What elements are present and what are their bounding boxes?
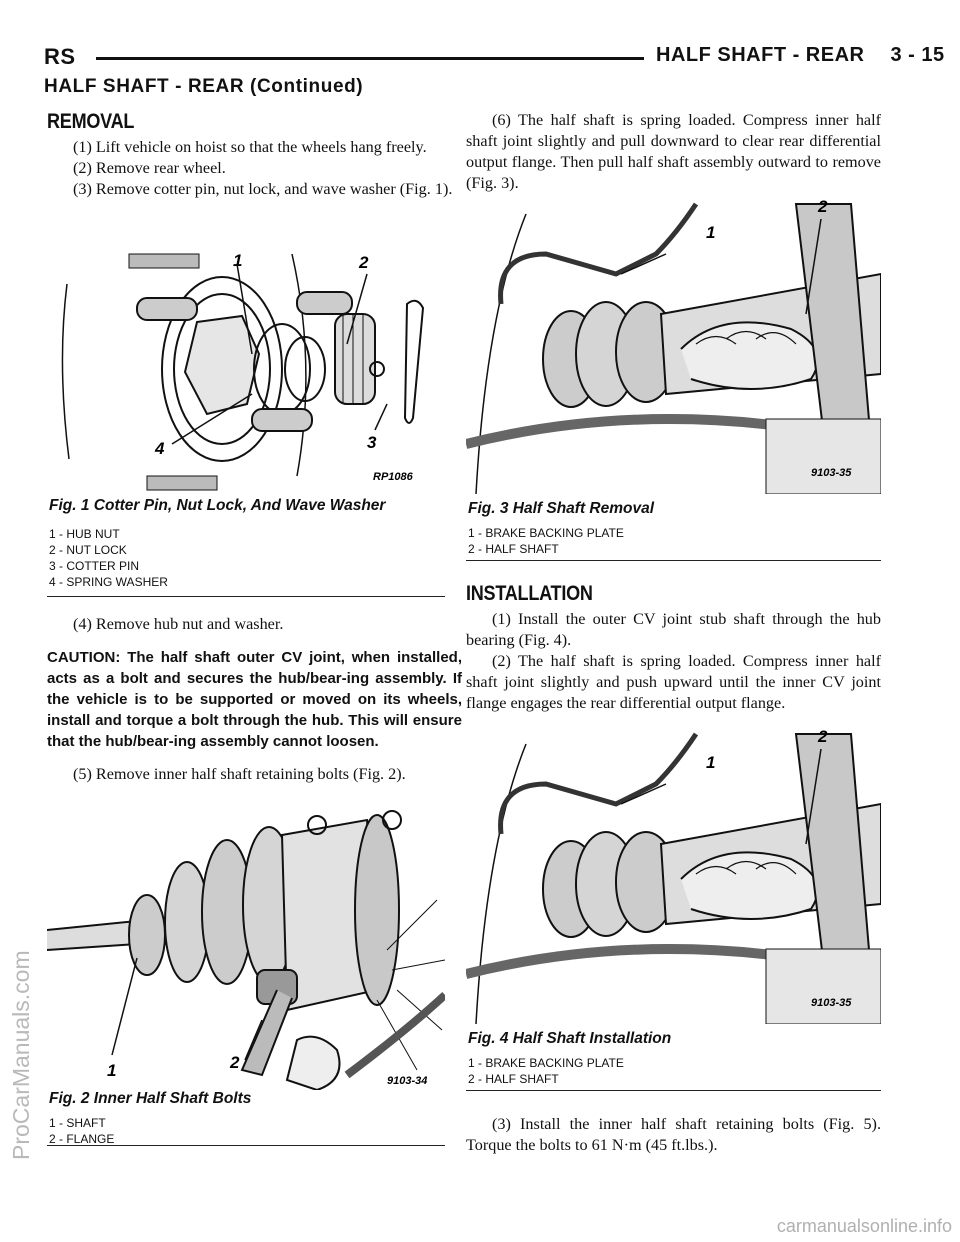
fig2-legend-item: 2 - FLANGE (49, 1132, 115, 1146)
fig1-callout-2: 2 (359, 253, 369, 272)
fig4-title: Fig. 4 Half Shaft Installation (468, 1030, 672, 1047)
removal-step-6: (6) The half shaft is spring loaded. Compress inner half shaft joint slightly and pull downward to clear rear differential output flange. Then pull half shaft assembly outward to remove (Fig. 3). (466, 111, 881, 192)
removal-continued (47, 614, 462, 785)
removal-section (47, 110, 462, 200)
section-title: HALF SHAFT - REAR (656, 44, 865, 66)
removal-step-2: (2) Remove rear wheel. (73, 159, 226, 177)
fig3-callout-2: 2 (818, 197, 828, 216)
fig3-callout-1: 1 (706, 223, 716, 242)
fig3-legend (468, 525, 624, 557)
fig1-title: Fig. 1 Cotter Pin, Nut Lock, And Wave Washer (49, 497, 386, 514)
installation-step-2: (2) The half shaft is spring loaded. Compress inner half shaft joint slightly and push upward until the inner CV joint flange engages the rear differential output flange. (466, 652, 881, 712)
removal-step-6-block (466, 110, 881, 194)
installation-continued (466, 1114, 881, 1156)
header-rule (96, 57, 644, 60)
figure-2 (47, 800, 445, 1146)
installation-section (466, 582, 881, 714)
fig3-code: 9103-35 (811, 467, 852, 479)
caution-note: CAUTION: The half shaft outer CV joint, when installed, acts as a bolt and secures the hub/bear-ing assembly. If the vehicle is to be supported or moved on its wheels, install and torque a bolt through the hub. This will ensure that the hub/bear-ing assembly cannot loosen. (47, 649, 462, 750)
installation-step-1: (1) Install the outer CV joint stub shaft through the hub bearing (Fig. 4). (466, 610, 881, 649)
fig2-callout-1: 1 (107, 1061, 117, 1080)
page-number: 3 - 15 (890, 44, 945, 66)
figure-1 (47, 244, 445, 597)
fig4-legend-item: 2 - HALF SHAFT (468, 1072, 559, 1086)
fig2-title: Fig. 2 Inner Half Shaft Bolts (49, 1090, 252, 1107)
fig4-illustration (466, 724, 881, 1024)
fig4-code: 9103-35 (811, 997, 852, 1009)
fig1-callout-3: 3 (367, 433, 377, 452)
fig1-legend-item: 1 - HUB NUT (49, 527, 120, 541)
fig1-callout-1: 1 (233, 251, 243, 270)
figure-3 (466, 194, 881, 561)
side-watermark: ProCarManuals.com (8, 950, 34, 1160)
installation-step-3: (3) Install the inner half shaft retaining bolts (Fig. 5). Torque the bolts to 61 N·m (45 ft.lbs.). (466, 1115, 881, 1154)
fig4-callout-2: 2 (818, 727, 828, 746)
fig3-illustration (466, 194, 881, 494)
fig4-callout-1: 1 (706, 753, 716, 772)
fig1-callout-4: 4 (155, 439, 165, 458)
fig4-legend-item: 1 - BRAKE BACKING PLATE (468, 1056, 624, 1070)
fig2-legend-item: 1 - SHAFT (49, 1116, 106, 1130)
fig1-legend-item: 3 - COTTER PIN (49, 559, 140, 573)
continued-title: HALF SHAFT - REAR (Continued) (44, 76, 364, 97)
fig3-title: Fig. 3 Half Shaft Removal (468, 500, 655, 517)
manual-code: RS (44, 44, 76, 69)
fig1-illustration (47, 244, 445, 494)
fig2-callout-2: 2 (230, 1053, 240, 1072)
removal-step-3: (3) Remove cotter pin, nut lock, and wave washer (Fig. 1). (73, 180, 453, 198)
removal-step-4: (4) Remove hub nut and washer. (73, 615, 284, 633)
removal-step-5: (5) Remove inner half shaft retaining bolts (Fig. 2). (73, 765, 406, 783)
fig1-legend-item: 2 - NUT LOCK (49, 543, 127, 557)
running-header (656, 44, 945, 67)
removal-step-1: (1) Lift vehicle on hoist so that the wheels hang freely. (73, 138, 427, 156)
fig3-legend-item: 1 - BRAKE BACKING PLATE (468, 526, 624, 540)
fig1-legend (49, 526, 168, 590)
installation-heading: INSTALLATION (466, 582, 593, 605)
fig4-legend (468, 1055, 624, 1087)
fig2-code: 9103-34 (387, 1075, 428, 1087)
fig2-illustration (47, 800, 445, 1090)
fig2-legend (49, 1115, 114, 1147)
footer-watermark: carmanualsonline.info (776, 1216, 952, 1236)
fig1-legend-item: 4 - SPRING WASHER (49, 575, 168, 589)
fig1-code: RP1086 (373, 471, 413, 483)
removal-heading: REMOVAL (47, 110, 135, 133)
fig3-legend-item: 2 - HALF SHAFT (468, 542, 559, 556)
figure-4 (466, 724, 881, 1091)
